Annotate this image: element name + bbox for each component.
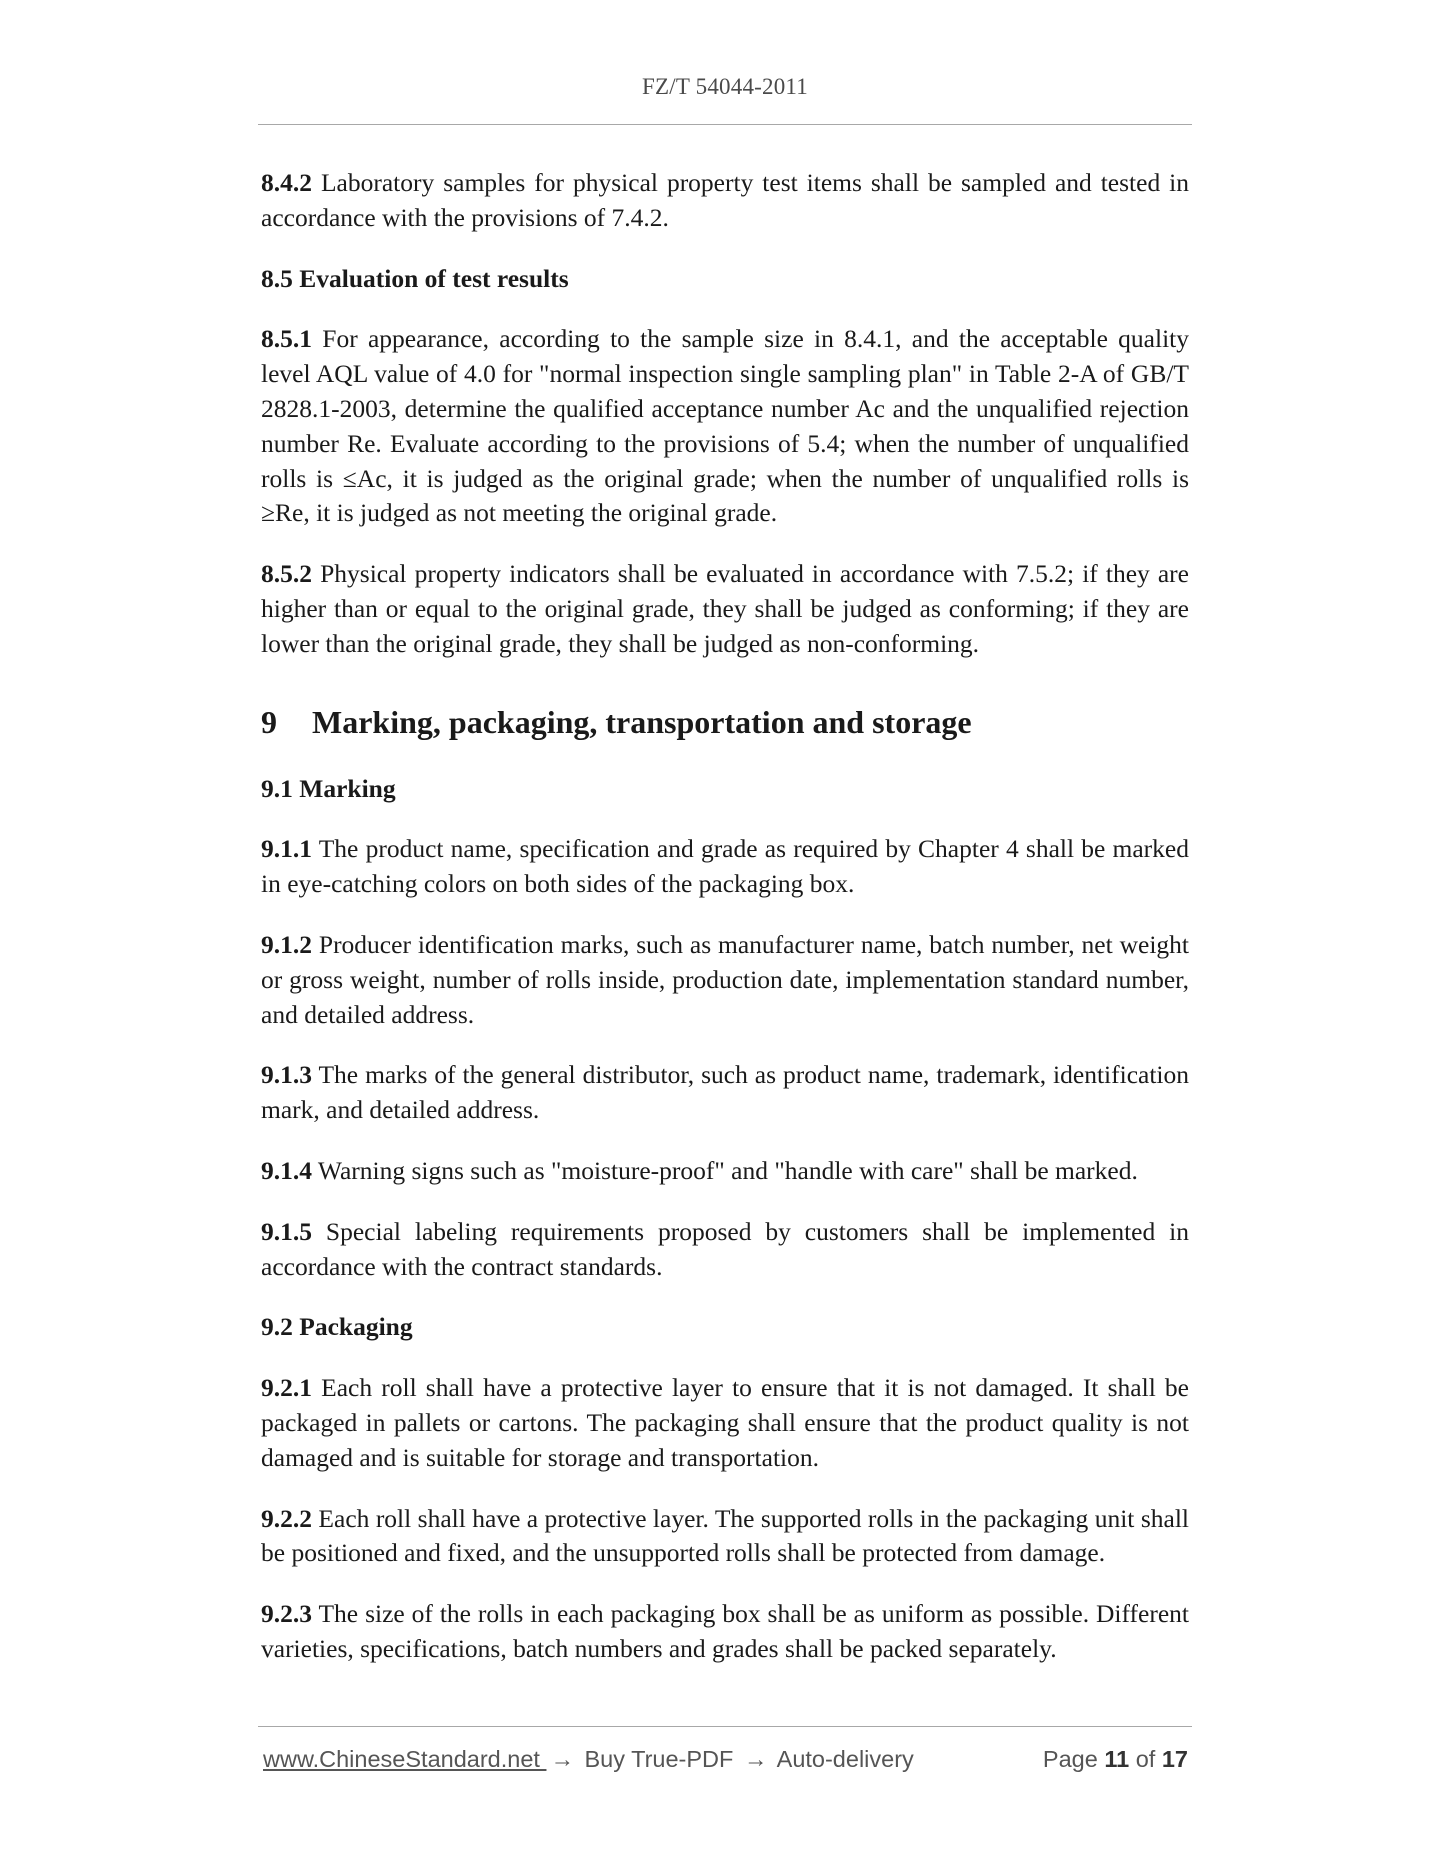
clause-number: 9.1.2	[261, 929, 312, 959]
arrow-right-icon: →	[550, 1746, 574, 1772]
clause-9-2-3	[261, 1597, 1189, 1667]
page-footer	[263, 1746, 1188, 1778]
website-link[interactable]: www.ChineseStandard.net	[263, 1746, 547, 1772]
clause-number: 8.5.2	[261, 559, 312, 589]
clause-text: Producer identification marks, such as manufacturer name, batch number, net weight or gross weight, number of rolls inside, production date, implementation standard number, and detailed address.	[261, 929, 1189, 1029]
section-title-text: Marking, packaging, transportation and storage	[312, 703, 972, 740]
header-divider	[258, 124, 1192, 125]
page-indicator	[1043, 1746, 1188, 1773]
document-id-header: FZ/T 54044-2011	[642, 74, 808, 99]
clause-8-5-2	[261, 557, 1189, 661]
page-label: Page	[1042, 1746, 1105, 1772]
clause-number: 8.4.2	[261, 168, 312, 197]
clause-8-4-2	[261, 166, 1189, 236]
clause-9-2-2	[261, 1502, 1189, 1572]
clause-text: The product name, specification and grade as required by Chapter 4 shall be marked in eye-catching colors on both sides of the packaging box.	[261, 834, 1189, 899]
clause-number: 9.1.5	[261, 1216, 312, 1246]
clause-number: 9.1.3	[261, 1060, 312, 1090]
clause-text: The marks of the general distributor, such as product name, trademark, identification mark, and detailed address.	[261, 1060, 1189, 1125]
clause-9-1-1	[261, 832, 1189, 902]
document-body	[261, 166, 1189, 1693]
clause-text: For appearance, according to the sample size in 8.4.1, and the acceptable quality level AQL value of 4.0 for "normal inspection single sampling plan" in Table 2-A of GB/T 2828.1-2003, determine the qualified acceptance number Ac and the unqualified rejection number Re. Evaluate according to the provisions of 5.4; when the number of unqualified rolls is ≤Ac, it is judged as the original grade; when the number of unqualified rolls is ≥Re, it is judged as not meeting the original grade.	[261, 324, 1189, 528]
clause-number: 9.2.3	[261, 1599, 312, 1629]
arrow-right-icon: →	[743, 1746, 768, 1772]
subheading-9-2: 9.2 Packaging	[261, 1312, 413, 1342]
footer-divider	[258, 1726, 1192, 1727]
clause-8-5-1	[261, 322, 1189, 531]
auto-delivery-text: Auto-delivery	[771, 1746, 914, 1772]
section-number: 9	[261, 703, 277, 740]
clause-9-2-1	[261, 1371, 1189, 1475]
clause-number: 8.5.1	[261, 324, 312, 354]
clause-text: Each roll shall have a protective layer. The supported rolls in the packaging unit shall be positioned and fixed, and the unsupported rolls shall be protected from damage.	[261, 1503, 1189, 1568]
subheading-9-1: 9.1 Marking	[261, 773, 396, 803]
page-number: 11	[1104, 1746, 1130, 1772]
clause-text: Physical property indicators shall be evaluated in accordance with 7.5.2; if they are higher than or equal to the original grade, they shall be judged as conforming; if they are lower than the original grade, they shall be judged as non-conforming.	[261, 559, 1189, 658]
clause-number: 9.2.2	[261, 1503, 312, 1533]
of-label: of	[1129, 1746, 1162, 1772]
clause-text: Special labeling requirements proposed by customers shall be implemented in accordance with the contract standards.	[261, 1216, 1189, 1281]
section-9-title	[261, 702, 1189, 742]
clause-text: The size of the rolls in each packaging box shall be as uniform as possible. Different varieties, specifications, batch numbers and grades shall be packed separately.	[261, 1599, 1189, 1663]
clause-text: Each roll shall have a protective layer to ensure that it is not damaged. It shall be packaged in pallets or cartons. The packaging shall ensure that the product quality is not damaged and is suitable for storage and transportation.	[261, 1373, 1189, 1472]
footer-promo	[263, 1746, 914, 1773]
clause-number: 9.1.1	[261, 834, 312, 864]
clause-number: 9.1.4	[261, 1155, 312, 1185]
subheading-8-5: 8.5 Evaluation of test results	[261, 263, 569, 293]
page-total: 17	[1161, 1746, 1188, 1772]
clause-text: Laboratory samples for physical property test items shall be sampled and tested in accordance with the provisions of 7.4.2.	[261, 168, 1189, 232]
clause-9-1-5	[261, 1215, 1189, 1285]
clause-9-1-2	[261, 928, 1189, 1032]
clause-9-1-4	[261, 1154, 1189, 1189]
clause-text: Warning signs such as "moisture-proof" and "handle with care" shall be marked.	[312, 1155, 1138, 1185]
clause-number: 9.2.1	[261, 1373, 312, 1403]
buy-pdf-text: Buy True-PDF	[577, 1746, 740, 1772]
clause-9-1-3	[261, 1058, 1189, 1128]
